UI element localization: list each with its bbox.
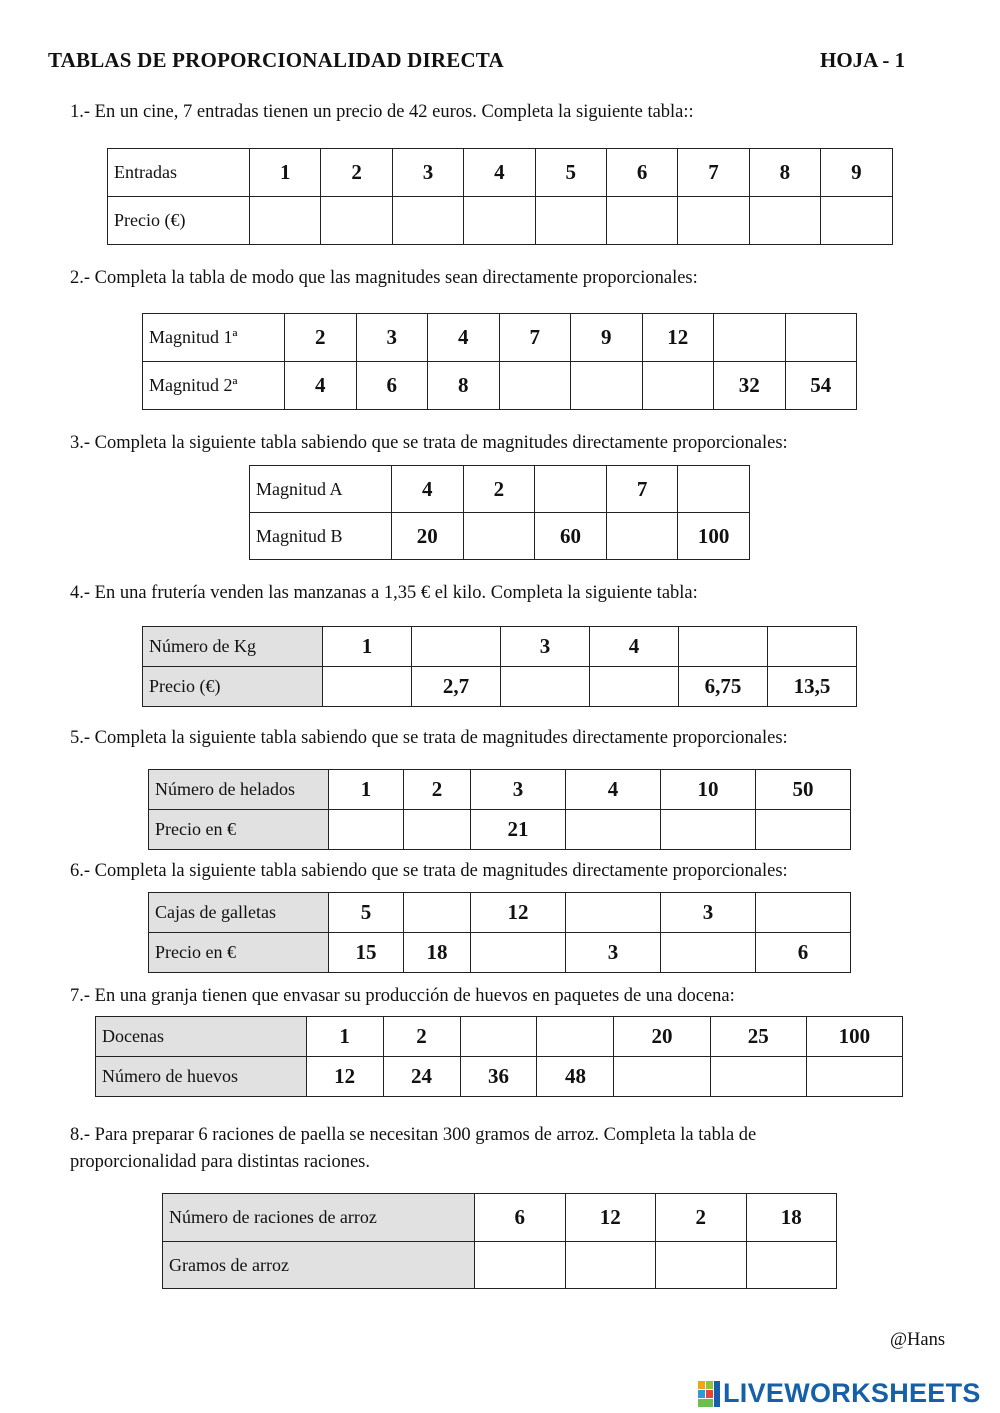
value-cell: 50 <box>756 770 851 810</box>
answer-cell[interactable] <box>404 893 471 933</box>
answer-cell[interactable] <box>806 1057 902 1097</box>
value-cell: 12 <box>471 893 566 933</box>
answer-cell[interactable] <box>606 197 677 245</box>
answer-cell[interactable] <box>464 197 535 245</box>
answer-cell[interactable] <box>821 197 892 245</box>
value-cell: 8 <box>749 149 820 197</box>
row-label: Magnitud 2ª <box>143 362 285 410</box>
answer-cell[interactable] <box>321 197 392 245</box>
table-row <box>143 667 857 707</box>
value-cell: 3 <box>471 770 566 810</box>
answer-cell[interactable] <box>404 810 471 850</box>
value-cell: 100 <box>806 1017 902 1057</box>
answer-cell[interactable] <box>501 667 590 707</box>
author-credit: @Hans <box>890 1330 946 1350</box>
table-q4 <box>142 626 857 707</box>
value-cell: 4 <box>392 466 464 513</box>
row-label: Número de Kg <box>143 627 323 667</box>
answer-cell[interactable] <box>749 197 820 245</box>
value-cell: 1 <box>329 770 404 810</box>
value-cell: 6 <box>475 1194 566 1242</box>
answer-cell[interactable] <box>475 1242 566 1289</box>
answer-cell[interactable] <box>678 466 750 513</box>
answer-cell[interactable] <box>329 810 404 850</box>
question-2-text: 2.- Completa la tabla de modo que las magnitudes sean directamente proporcionales: <box>70 268 698 288</box>
table-row <box>163 1194 837 1242</box>
value-cell: 3 <box>392 149 463 197</box>
value-cell: 25 <box>710 1017 806 1057</box>
table-q7 <box>95 1016 903 1097</box>
value-cell: 6 <box>356 362 428 410</box>
value-cell: 7 <box>606 466 678 513</box>
row-label: Docenas <box>96 1017 307 1057</box>
answer-cell[interactable] <box>710 1057 806 1097</box>
row-label: Cajas de galletas <box>149 893 329 933</box>
answer-cell[interactable] <box>535 197 606 245</box>
answer-cell[interactable] <box>565 1242 656 1289</box>
value-cell: 32 <box>714 362 786 410</box>
value-cell: 7 <box>678 149 749 197</box>
answer-cell[interactable] <box>535 466 607 513</box>
value-cell: 5 <box>535 149 606 197</box>
answer-cell[interactable] <box>756 893 851 933</box>
value-cell: 18 <box>404 933 471 973</box>
table-row <box>143 627 857 667</box>
value-cell: 20 <box>614 1017 710 1057</box>
answer-cell[interactable] <box>606 513 678 560</box>
row-label: Magnitud 1ª <box>143 314 285 362</box>
value-cell: 6,75 <box>679 667 768 707</box>
row-label: Entradas <box>108 149 250 197</box>
value-cell: 2 <box>656 1194 747 1242</box>
value-cell: 4 <box>464 149 535 197</box>
table-q5 <box>148 769 851 850</box>
table-row <box>96 1057 903 1097</box>
table-q6 <box>148 892 851 973</box>
table-q1 <box>107 148 893 245</box>
value-cell: 4 <box>590 627 679 667</box>
value-cell: 7 <box>499 314 571 362</box>
answer-cell[interactable] <box>679 627 768 667</box>
value-cell: 6 <box>606 149 677 197</box>
value-cell: 18 <box>746 1194 837 1242</box>
table-row <box>143 362 857 410</box>
value-cell: 3 <box>661 893 756 933</box>
answer-cell[interactable] <box>746 1242 837 1289</box>
answer-cell[interactable] <box>656 1242 747 1289</box>
answer-cell[interactable] <box>323 667 412 707</box>
brand-name: LIVEWORKSHEETS <box>723 1378 981 1408</box>
answer-cell[interactable] <box>566 893 661 933</box>
answer-cell[interactable] <box>460 1017 537 1057</box>
question-3-text: 3.- Completa la siguiente tabla sabiendo que se trata de magnitudes directamente proporcionales: <box>70 433 788 453</box>
value-cell: 6 <box>756 933 851 973</box>
value-cell: 2 <box>404 770 471 810</box>
table-row <box>96 1017 903 1057</box>
question-8-text-line1: 8.- Para preparar 6 raciones de paella se necesitan 300 gramos de arroz. Completa la tabla de <box>70 1125 757 1145</box>
row-label: Precio (€) <box>108 197 250 245</box>
value-cell: 1 <box>306 1017 383 1057</box>
row-label: Número de helados <box>149 770 329 810</box>
value-cell: 12 <box>642 314 714 362</box>
answer-cell[interactable] <box>714 314 786 362</box>
question-7-text: 7.- En una granja tienen que envasar su producción de huevos en paquetes de una docena: <box>70 986 735 1006</box>
answer-cell[interactable] <box>756 810 851 850</box>
row-label: Precio en € <box>149 933 329 973</box>
value-cell: 48 <box>537 1057 614 1097</box>
question-8-text-line2: proporcionalidad para distintas raciones. <box>70 1152 371 1172</box>
question-1-text: 1.- En un cine, 7 entradas tienen un precio de 42 euros. Completa la siguiente tabla:: <box>70 102 694 122</box>
value-cell: 9 <box>821 149 892 197</box>
answer-cell[interactable] <box>463 513 535 560</box>
table-row <box>149 810 851 850</box>
value-cell: 12 <box>565 1194 656 1242</box>
table-row <box>108 149 893 197</box>
table-row <box>143 314 857 362</box>
liveworksheets-brand[interactable] <box>697 1378 981 1409</box>
value-cell: 21 <box>471 810 566 850</box>
value-cell: 100 <box>678 513 750 560</box>
answer-cell[interactable] <box>642 362 714 410</box>
row-label: Magnitud A <box>250 466 392 513</box>
value-cell: 24 <box>383 1057 460 1097</box>
value-cell: 4 <box>566 770 661 810</box>
value-cell: 3 <box>566 933 661 973</box>
value-cell: 2 <box>285 314 357 362</box>
value-cell: 2 <box>463 466 535 513</box>
answer-cell[interactable] <box>785 314 857 362</box>
table-row <box>108 197 893 245</box>
row-label: Precio (€) <box>143 667 323 707</box>
question-5-text: 5.- Completa la siguiente tabla sabiendo que se trata de magnitudes directamente proporcionales: <box>70 728 788 748</box>
table-q3 <box>249 465 750 560</box>
value-cell: 2 <box>383 1017 460 1057</box>
value-cell: 4 <box>285 362 357 410</box>
value-cell: 3 <box>501 627 590 667</box>
value-cell: 1 <box>250 149 321 197</box>
row-label: Gramos de arroz <box>163 1242 475 1289</box>
answer-cell[interactable] <box>250 197 321 245</box>
value-cell: 10 <box>661 770 756 810</box>
table-row <box>149 893 851 933</box>
table-row <box>149 770 851 810</box>
answer-cell[interactable] <box>471 933 566 973</box>
value-cell: 5 <box>329 893 404 933</box>
value-cell: 12 <box>306 1057 383 1097</box>
value-cell: 3 <box>356 314 428 362</box>
answer-cell[interactable] <box>566 810 661 850</box>
answer-cell[interactable] <box>537 1017 614 1057</box>
answer-cell[interactable] <box>392 197 463 245</box>
answer-cell[interactable] <box>590 667 679 707</box>
value-cell: 1 <box>323 627 412 667</box>
table-row <box>163 1242 837 1289</box>
answer-cell[interactable] <box>768 627 857 667</box>
sheet-number: HOJA - 1 <box>820 48 906 72</box>
table-row <box>250 513 750 560</box>
value-cell: 15 <box>329 933 404 973</box>
value-cell: 36 <box>460 1057 537 1097</box>
value-cell: 8 <box>428 362 500 410</box>
value-cell: 54 <box>785 362 857 410</box>
value-cell: 60 <box>535 513 607 560</box>
answer-cell[interactable] <box>499 362 571 410</box>
table-q2 <box>142 313 857 410</box>
question-4-text: 4.- En una frutería venden las manzanas a 1,35 € el kilo. Completa la siguiente tabla: <box>70 583 698 603</box>
answer-cell[interactable] <box>661 810 756 850</box>
question-6-text: 6.- Completa la siguiente tabla sabiendo que se trata de magnitudes directamente proporcionales: <box>70 861 788 881</box>
value-cell: 2 <box>321 149 392 197</box>
answer-cell[interactable] <box>614 1057 710 1097</box>
row-label: Número de huevos <box>96 1057 307 1097</box>
page-title: TABLAS DE PROPORCIONALIDAD DIRECTA <box>48 48 504 72</box>
answer-cell[interactable] <box>412 627 501 667</box>
value-cell: 9 <box>571 314 643 362</box>
liveworksheets-logo-icon <box>697 1379 721 1409</box>
row-label: Precio en € <box>149 810 329 850</box>
answer-cell[interactable] <box>678 197 749 245</box>
answer-cell[interactable] <box>571 362 643 410</box>
answer-cell[interactable] <box>661 933 756 973</box>
value-cell: 2,7 <box>412 667 501 707</box>
table-q8 <box>162 1193 837 1289</box>
value-cell: 13,5 <box>768 667 857 707</box>
row-label: Número de raciones de arroz <box>163 1194 475 1242</box>
value-cell: 20 <box>392 513 464 560</box>
value-cell: 4 <box>428 314 500 362</box>
table-row <box>250 466 750 513</box>
row-label: Magnitud B <box>250 513 392 560</box>
table-row <box>149 933 851 973</box>
